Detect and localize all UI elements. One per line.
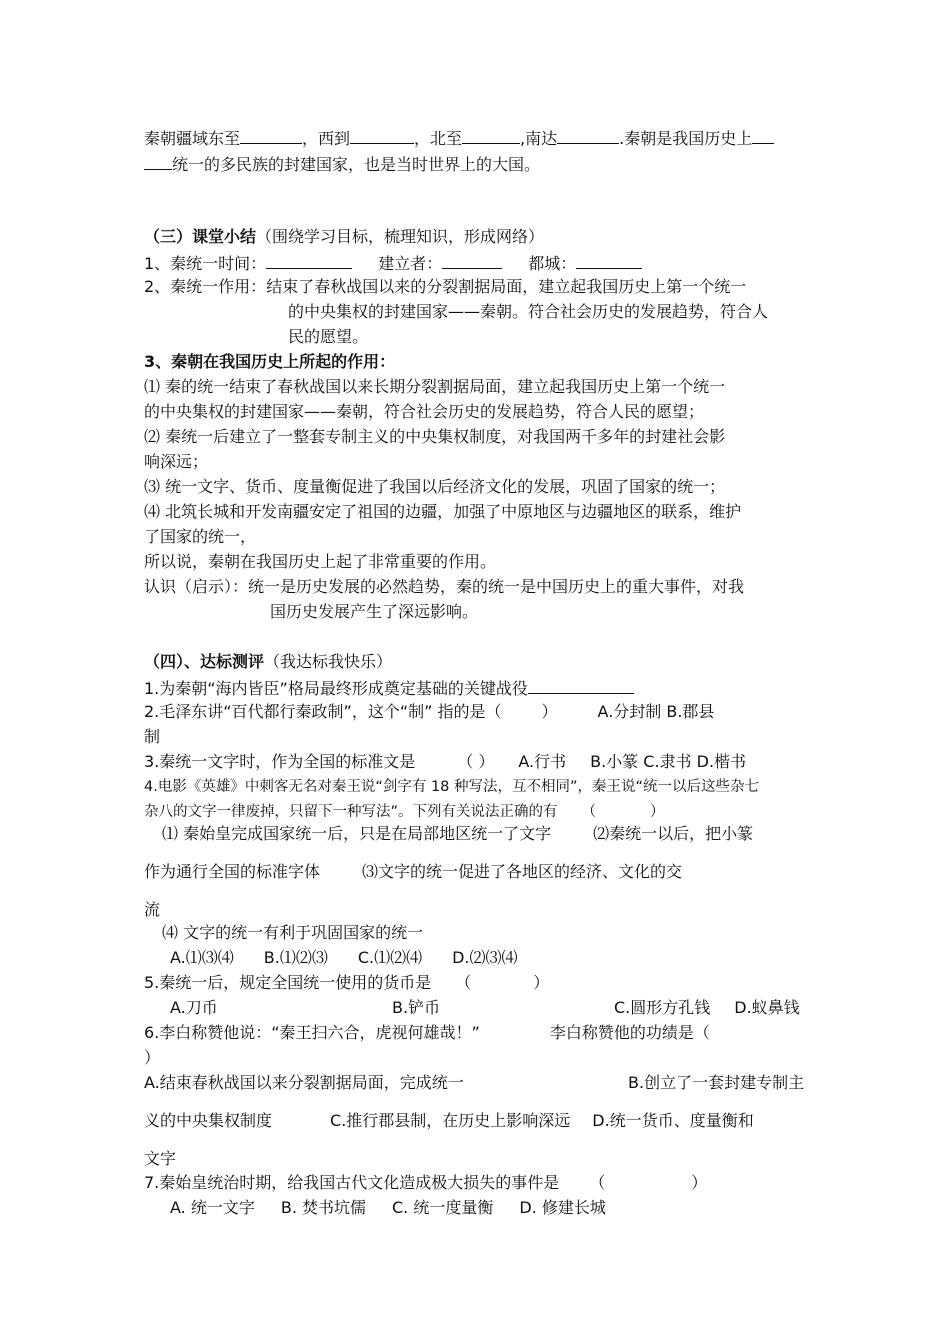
statement-4: ⑷ 文字的统一有利于巩固国家的统一 (162, 923, 424, 942)
question-options: A.分封制 B.郡县 (597, 702, 715, 721)
summary-item-1 (144, 250, 642, 276)
answer-paren: ） (533, 973, 550, 992)
statement-3: ⑶文字的统一促进了各地区的经济、文化的交 (362, 862, 683, 881)
blank-rank[interactable] (752, 125, 774, 144)
option-c[interactable]: C. 统一度量衡 (392, 1198, 494, 1217)
question-7-options (170, 1196, 606, 1220)
statement-2-cont: 作为通行全国的标准字体 (144, 862, 321, 881)
question-text: 7.秦始皇统治时期，给我国古代文化造成极大损失的事件是 (144, 1173, 560, 1192)
intro-text: 秦朝疆域东至 (144, 129, 241, 148)
label-capital: 都城： (528, 254, 577, 273)
section-title: （四）、达标测评 (144, 652, 265, 671)
question-4-statements-cont (144, 860, 682, 884)
blank-west[interactable] (350, 125, 414, 144)
intro-text: 统一的多民族的封建国家，也是当时世界上的大国。 (172, 155, 541, 174)
option-d[interactable]: D.蚁鼻钱 (734, 998, 800, 1017)
option-b-cont: 义的中央集权制度 (144, 1111, 273, 1130)
question-text: 5.秦统一后，规定全国统一使用的货币是 (144, 973, 432, 992)
question-5 (144, 971, 549, 995)
question-4-options (170, 946, 518, 970)
answer-blank[interactable] (528, 675, 634, 694)
answer-paren: （ (589, 1173, 606, 1192)
option-b[interactable]: B.⑴⑵⑶ (263, 948, 328, 967)
option-c[interactable]: C.⑴⑵⑷ (357, 948, 423, 967)
intro-line-1 (144, 125, 774, 151)
answer-paren: （ ） (457, 752, 495, 771)
statement-1: ⑴ 秦始皇完成国家统一后，只是在局部地区统一了文字 (162, 824, 552, 843)
question-text: 制 (144, 727, 161, 746)
answer-paren: （ (581, 804, 597, 820)
answer-paren: ） (650, 804, 665, 820)
item-text: 结束了春秋战国以来的分裂割据局面，建立起我国历史上第一个统一 (266, 277, 747, 296)
question-text: 3.秦统一文字时，作为全国的标准文是 (144, 752, 416, 771)
intro-text: ，西到 (302, 129, 351, 148)
option-a[interactable]: A.结束春秋战国以来分裂割据局面，完成统一 (144, 1073, 464, 1092)
blank-east[interactable] (240, 125, 302, 144)
question-text: 2.毛泽东讲“百代都行秦政制”，这个“制” 指的是（ (144, 702, 502, 721)
question-1 (144, 675, 634, 701)
item-text: 的中央集权的封建国家——秦朝。符合社会历史的发展趋势，符合人 (288, 302, 769, 321)
paragraph-line: 的中央集权的封建国家——秦朝，符合社会历史的发展趋势，符合人民的愿望； (144, 402, 705, 421)
question-3 (144, 750, 746, 774)
item-label: 2、秦统一作用： (144, 277, 267, 296)
label-founder: 建立者： (378, 254, 443, 273)
label-time: 1、秦统一时间： (144, 254, 267, 273)
question-text: 杂八的文字一律废掉，只留下一种写法”。下列有关说法正确的有 (144, 804, 558, 820)
statement-2: ⑵秦统一以后，把小篆 (593, 824, 754, 843)
question-text: 6.李白称赞他说：“秦王扫六合，虎视何雄哉！” (144, 1023, 480, 1042)
question-text: 1.为秦朝“海内皆臣”格局最终形成奠定基础的关键战役 (144, 679, 528, 698)
answer-paren: ） (691, 1173, 708, 1192)
subsection-title: 3、秦朝在我国历史上所起的作用： (144, 352, 396, 371)
blank-north[interactable] (462, 125, 520, 144)
question-text: 4.电影《英雄》中刺客无名对秦王说“剑字有 18 种写法，互不相同”，秦王说“统一以后这些杂七 (144, 779, 760, 795)
option-c[interactable]: C.推行郡县制，在历史上影响深远 (330, 1111, 571, 1130)
blank-founder[interactable] (442, 250, 502, 269)
summary-item-2-label (144, 275, 746, 299)
answer-paren: ） (144, 1048, 161, 1067)
option-a[interactable]: A.刀币 (170, 998, 218, 1017)
option-b[interactable]: B.创立了一套封建专制主 (628, 1073, 805, 1092)
blank-capital[interactable] (576, 250, 642, 269)
question-text: 李白称赞他的功绩是（ (549, 1023, 710, 1042)
question-7 (144, 1171, 707, 1195)
option-a[interactable]: A.行书 (518, 752, 567, 771)
paragraph-line: ⑵ 秦统一后建立了一整套专制主义的中央集权制度，对我国两千多年的封建社会影 (144, 427, 726, 446)
section-note: （围绕学习目标，梳理知识，形成网络） (256, 227, 545, 246)
answer-paren: （ (455, 973, 472, 992)
option-b[interactable]: B. 焚书坑儒 (280, 1198, 366, 1217)
insight-text: 统一是历史发展的必然趋势，秦的统一是中国历史上的重大事件，对我 (248, 577, 745, 596)
question-2 (144, 700, 714, 724)
insight-label: 认识（启示）： (144, 577, 249, 596)
question-6 (144, 1021, 710, 1045)
blank-south[interactable] (557, 125, 619, 144)
item-text: 民的愿望。 (288, 327, 369, 346)
intro-text: ，北至 (414, 129, 463, 148)
intro-text: ,南达 (520, 129, 558, 148)
option-a[interactable]: A. 统一文字 (170, 1198, 255, 1217)
paragraph-line: ⑶ 统一文字、货币、度量衡促进了我国以后经济文化的发展，巩固了国家的统一； (144, 477, 726, 496)
statement-3-cont: 流 (144, 900, 161, 919)
question-4-statements (162, 822, 753, 846)
option-d-cont: 文字 (144, 1149, 177, 1168)
options-bcd[interactable]: B.小篆 C.隶书 D.楷书 (590, 752, 747, 771)
blank-time[interactable] (266, 250, 352, 269)
option-a[interactable]: A.⑴⑶⑷ (170, 948, 234, 967)
insight-text: 国历史发展产生了深远影响。 (270, 602, 479, 621)
option-c[interactable]: C.圆形方孔钱 (614, 998, 711, 1017)
paragraph-line: ⑴ 秦的统一结束了春秋战国以来长期分裂割据局面，建立起我国历史上第一个统一 (144, 377, 726, 396)
test-heading (144, 650, 392, 674)
intro-text: .秦朝是我国历史上 (619, 129, 753, 148)
paragraph-line: 所以说，秦朝在我国历史上起了非常重要的作用。 (144, 552, 497, 571)
summary-heading (144, 225, 544, 249)
paragraph-line: ⑷ 北筑长城和开发南疆安定了祖国的边疆，加强了中原地区与边疆地区的联系，维护 (144, 502, 742, 521)
question-6-options-line-1 (144, 1071, 804, 1095)
question-6-options-line-2 (144, 1109, 754, 1133)
question-4-line-2 (144, 800, 665, 824)
option-d[interactable]: D.⑵⑶⑷ (452, 948, 518, 967)
blank-rank-cont[interactable] (144, 151, 172, 170)
paragraph-line: 了国家的统一， (144, 527, 257, 546)
section-note: （我达标我快乐） (264, 652, 393, 671)
intro-line-2 (144, 151, 540, 177)
option-d[interactable]: D.统一货币、度量衡和 (592, 1111, 754, 1130)
option-d[interactable]: D. 修建长城 (519, 1198, 606, 1217)
question-5-options (170, 996, 800, 1020)
option-b[interactable]: B.铲币 (392, 998, 441, 1017)
paragraph-line: 响深远； (144, 452, 209, 471)
answer-paren: ） (541, 702, 558, 721)
insight-line-1 (144, 575, 744, 599)
section-title: （三）课堂小结 (144, 227, 257, 246)
